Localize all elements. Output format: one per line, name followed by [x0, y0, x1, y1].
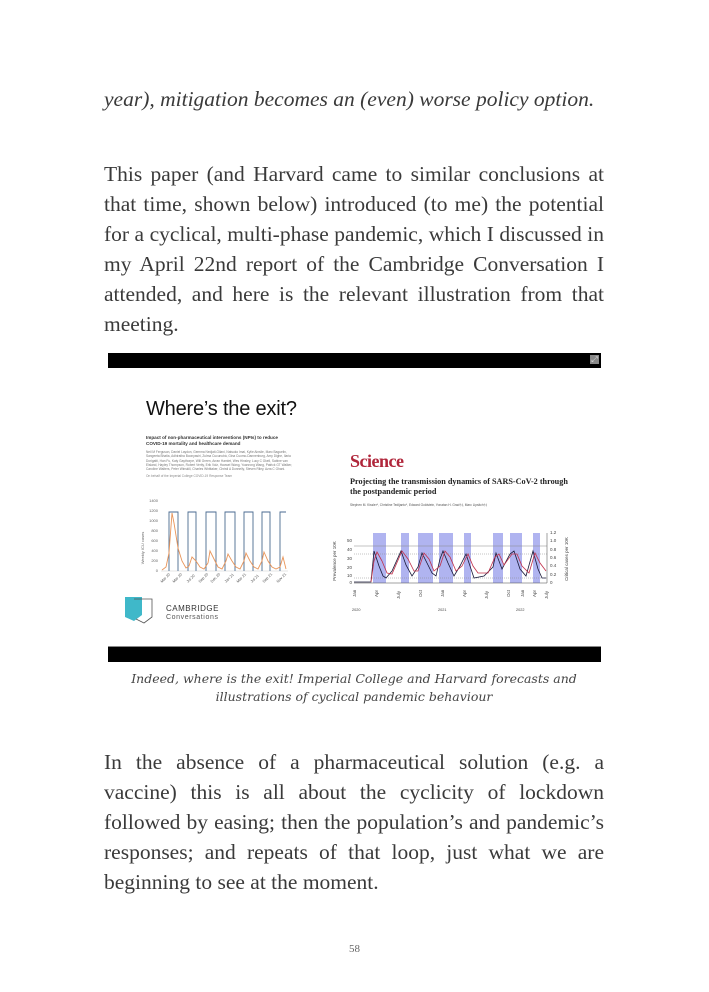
svg-text:0: 0	[550, 580, 553, 585]
svg-text:40: 40	[346, 547, 352, 552]
paragraph-cyclical-pandemic: This paper (and Harvard came to similar conclusions at that time, shown below) introduced (to me) the potential for a cyclical, multi-phase pandemic, which I discussed in my April 22nd report of the Cambridge Conversation I attended, and here is the relevant illustration from that meeting.	[104, 162, 604, 336]
svg-text:0.6: 0.6	[550, 555, 557, 560]
figure-caption: Indeed, where is the exit! Imperial College and Harvard forecasts and illustrations of cyclical pandemic behaviour	[131, 671, 577, 704]
svg-text:July: July	[396, 590, 401, 599]
svg-text:Mar 20: Mar 20	[159, 572, 172, 584]
svg-text:Critical cases per 10K: Critical cases per 10K	[564, 537, 569, 581]
science-journal-logo: Science	[350, 451, 404, 471]
svg-text:Apr: Apr	[374, 589, 379, 597]
slide-title: Where’s the exit?	[146, 398, 297, 420]
page-number: 58	[349, 943, 360, 955]
svg-text:200: 200	[151, 558, 158, 563]
svg-text:0.2: 0.2	[550, 572, 557, 577]
imperial-icu-chart	[136, 493, 296, 593]
svg-text:Oct: Oct	[506, 589, 511, 597]
figure-top-bar	[108, 353, 601, 368]
svg-text:Jan 21: Jan 21	[223, 572, 235, 584]
svg-text:1200: 1200	[149, 508, 158, 513]
svg-text:Jul 21: Jul 21	[249, 573, 260, 584]
imperial-paper-header	[146, 435, 294, 478]
svg-text:Sep 21: Sep 21	[261, 572, 274, 584]
svg-text:Jan: Jan	[352, 589, 357, 597]
svg-text:Mar 20: Mar 20	[171, 572, 184, 584]
svg-text:1000: 1000	[149, 518, 158, 523]
svg-text:Jan: Jan	[440, 589, 445, 597]
svg-text:Jul 20: Jul 20	[185, 573, 196, 584]
svg-text:Oct: Oct	[418, 589, 423, 597]
svg-text:Sep 20: Sep 20	[197, 572, 210, 584]
svg-text:20: 20	[346, 565, 352, 570]
svg-text:0.8: 0.8	[550, 547, 557, 552]
svg-text:Mar 21: Mar 21	[235, 572, 248, 584]
shield-icon	[122, 593, 162, 625]
svg-text:Weekly ICU cases: Weekly ICU cases	[140, 531, 145, 565]
svg-text:10: 10	[346, 573, 352, 578]
svg-text:Apr: Apr	[462, 589, 467, 597]
svg-text:1400: 1400	[149, 498, 158, 503]
figure-slide	[108, 353, 601, 662]
svg-text:July: July	[544, 590, 549, 599]
figure-bottom-bar	[108, 646, 601, 662]
svg-text:Prevalence per 10K: Prevalence per 10K	[332, 541, 337, 581]
svg-text:0: 0	[155, 568, 158, 573]
harvard-paper-title: Projecting the transmission dynamics of SARS-CoV-2 through the postpandemic period	[350, 477, 568, 496]
svg-text:400: 400	[151, 548, 158, 553]
paragraph-italic: year), mitigation becomes an (even) worse policy option.	[104, 87, 595, 111]
svg-text:1.0: 1.0	[550, 538, 557, 543]
harvard-paper-authors: Stephen M. Kissler*, Christine Tedijanto*, Edward Goldstein, Yonatan H. Grad†‡, Marc Lipsitch†‡	[350, 503, 488, 507]
svg-text:2022: 2022	[516, 608, 525, 612]
svg-text:800: 800	[151, 528, 158, 533]
cambridge-conversations-wordmark	[166, 604, 219, 622]
svg-text:Jan: Jan	[520, 589, 525, 597]
paragraph-cyclicity: In the absence of a pharmaceutical solution (e.g. a vaccine) this is all about the cyclicity of lockdown followed by easing; then the population’s and pandemic’s responses; and repeats of that loop, just what we are beginning to see at the moment.	[104, 750, 604, 894]
harvard-prevalence-chart	[326, 521, 588, 613]
svg-text:Apr: Apr	[532, 589, 537, 597]
svg-text:July: July	[484, 590, 489, 599]
imperial-paper-title: Impact of non-pharmaceutical interventions (NPIs) to reduce COVID-19 mortality and healthcare demand	[146, 435, 278, 446]
svg-text:2021: 2021	[438, 608, 447, 612]
imperial-paper-authors: Neil M Ferguson, Daniel Laydon, Gemma Nedjati-Gilani, Natsuko Imai, Kylie Ainslie, Marc Baguelin, Sangeeta Bhatia, Adhiratha Boonyasiri, Zulma Cucunubá, Gina Cuomo-Dannenburg, Amy Dighe, Ilaria Dorigatti, Han Fu, Katy Gaythorpe, Will Green, Arran Hamlet, Wes Hinsley, Lucy C Okell, Sabine van Elsland, Hayley Thompson, Robert Verity, Erik Volz, Haowei Wang, Yuanrong Wang, Patrick GT Walker, Caroline Walters, Peter Winskill, Charles Whittaker, Christl A Donnelly, Steven Riley, Azra C Ghani.	[146, 450, 293, 472]
svg-text:600: 600	[151, 538, 158, 543]
svg-text:Dec 20: Dec 20	[209, 572, 222, 584]
svg-text:1.2: 1.2	[550, 530, 557, 535]
svg-text:0.4: 0.4	[550, 563, 557, 568]
svg-text:0: 0	[349, 580, 352, 585]
logo-line1: CAMBRIDGE	[166, 604, 219, 613]
svg-text:50: 50	[346, 538, 352, 543]
svg-text:2020: 2020	[352, 608, 361, 612]
imperial-paper-affiliation: On behalf of the Imperial College COVID-19 Response Team	[146, 474, 233, 479]
expand-icon[interactable]: ⤢	[591, 355, 598, 364]
svg-text:Nov 21: Nov 21	[275, 572, 288, 584]
svg-text:30: 30	[346, 556, 352, 561]
logo-line2: Conversations	[166, 614, 219, 621]
